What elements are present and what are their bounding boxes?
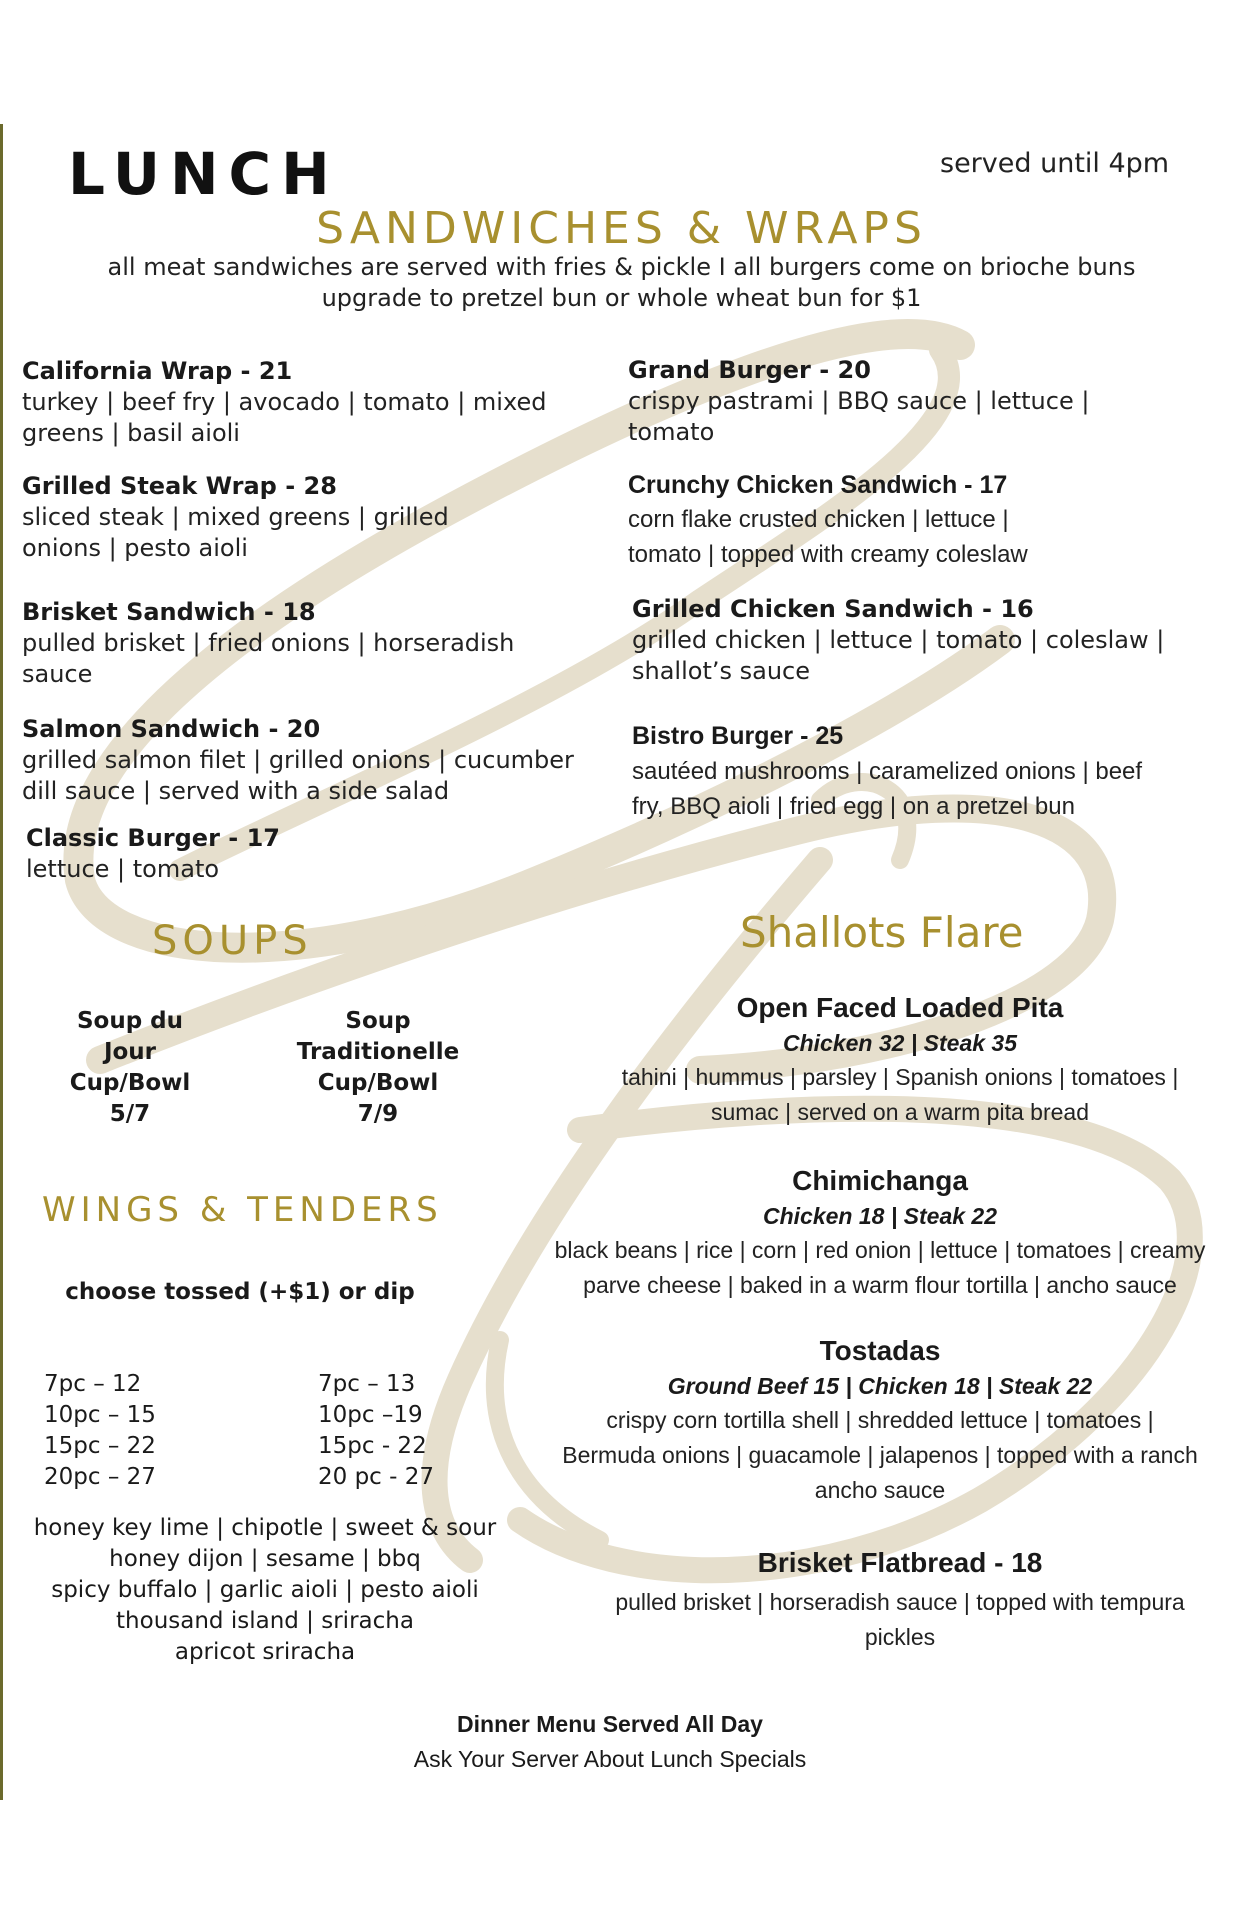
flavor-line: apricot sriracha — [174, 1639, 356, 1665]
flare-item — [540, 990, 1243, 1130]
item-desc: crispy corn tortilla shell | shredded lettuce | tomatoes | — [606, 1407, 1154, 1433]
item-price: Chicken 32 | Steak 35 — [782, 1030, 1017, 1056]
item-name: Brisket Flatbread - 18 — [757, 1547, 1043, 1578]
item-name: Grilled Chicken Sandwich - 16 — [632, 595, 1034, 623]
item-desc: tomato | topped with creamy coleslaw — [628, 541, 1028, 568]
item-name: Brisket Sandwich - 18 — [22, 598, 316, 626]
item-name: Tostadas — [819, 1335, 941, 1366]
wings-choose-note: choose tossed (+$1) or dip — [65, 1279, 415, 1305]
item-desc: greens | basil aioli — [22, 419, 240, 447]
item-name: Open Faced Loaded Pita — [736, 992, 1064, 1023]
soup-line: Jour — [103, 1039, 157, 1065]
item-desc: pulled brisket | horseradish sauce | topped with tempura — [615, 1589, 1185, 1615]
item-desc: onions | pesto aioli — [22, 534, 248, 562]
soup-line: Cup/Bowl — [317, 1070, 439, 1096]
item-name: Grand Burger - 20 — [628, 356, 871, 384]
flavor-line: spicy buffalo | garlic aioli | pesto aioli — [51, 1577, 479, 1603]
flavor-line: honey dijon | sesame | bbq — [109, 1546, 421, 1572]
item-name: California Wrap - 21 — [22, 357, 293, 385]
footer-specials-note: Ask Your Server About Lunch Specials — [413, 1746, 807, 1772]
sandwich-item — [632, 718, 1142, 824]
wing-price: 20pc – 27 — [44, 1464, 156, 1490]
tenders-prices-column — [318, 1369, 434, 1493]
item-desc: shallot’s sauce — [632, 657, 810, 685]
sandwiches-heading: SANDWICHES & WRAPS — [316, 203, 927, 254]
item-desc: tomato — [628, 418, 715, 446]
flavor-line: honey key lime | chipotle | sweet & sour — [33, 1515, 497, 1541]
sandwiches-note-2: upgrade to pretzel bun or whole wheat bun for $1 — [321, 284, 922, 312]
soup-item — [40, 1006, 220, 1130]
item-name: Salmon Sandwich - 20 — [22, 715, 321, 743]
item-desc: lettuce | tomato — [26, 855, 220, 883]
tender-price: 7pc – 13 — [318, 1371, 416, 1397]
soup-line: Soup du — [76, 1008, 184, 1034]
wing-price: 15pc – 22 — [44, 1433, 156, 1459]
item-desc: tahini | hummus | parsley | Spanish onions | tomatoes | — [621, 1064, 1179, 1090]
sandwich-item — [22, 470, 449, 564]
item-desc: sliced steak | mixed greens | grilled — [22, 503, 449, 531]
item-desc: sauce — [22, 660, 93, 688]
served-until: served until 4pm — [940, 148, 1170, 179]
soup-line: Cup/Bowl — [69, 1070, 191, 1096]
sandwich-item — [628, 354, 1089, 448]
item-desc: sautéed mushrooms | caramelized onions | beef — [632, 758, 1143, 785]
tender-price: 20 pc - 27 — [318, 1464, 435, 1490]
item-desc: turkey | beef fry | avocado | tomato | mixed — [22, 388, 547, 416]
tender-price: 15pc - 22 — [318, 1433, 427, 1459]
item-desc: ancho sauce — [814, 1477, 946, 1503]
soup-item — [278, 1006, 478, 1130]
page-title: LUNCH — [68, 140, 340, 208]
wing-flavors — [10, 1513, 520, 1668]
sandwich-item — [22, 596, 514, 690]
sandwich-item — [26, 822, 280, 885]
flare-item — [420, 1333, 1243, 1508]
sandwich-item — [22, 355, 546, 449]
item-desc: crispy pastrami | BBQ sauce | lettuce | — [628, 387, 1090, 415]
sandwich-item — [22, 713, 574, 807]
item-desc: pickles — [864, 1624, 936, 1650]
item-price: Ground Beef 15 | Chicken 18 | Steak 22 — [667, 1373, 1093, 1399]
item-name: Grilled Steak Wrap - 28 — [22, 472, 337, 500]
item-desc: dill sauce | served with a side salad — [22, 777, 450, 805]
item-desc: corn flake crusted chicken | lettuce | — [628, 506, 1009, 533]
item-price: Chicken 18 | Steak 22 — [762, 1203, 997, 1229]
flare-item — [540, 1545, 1243, 1655]
item-name: Bistro Burger - 25 — [632, 722, 844, 750]
item-desc: Bermuda onions | guacamole | jalapenos | topped with a ranch — [562, 1442, 1198, 1468]
tender-price: 10pc –19 — [318, 1402, 423, 1428]
wing-price: 7pc – 12 — [44, 1371, 142, 1397]
soup-line: Soup — [345, 1008, 411, 1034]
item-desc: sumac | served on a warm pita bread — [711, 1099, 1089, 1125]
soup-line: Traditionelle — [296, 1039, 460, 1065]
item-name: Crunchy Chicken Sandwich - 17 — [628, 471, 1008, 499]
sandwich-item — [632, 593, 1164, 687]
flare-item — [400, 1163, 1243, 1303]
soup-price: 7/9 — [357, 1101, 399, 1127]
item-name: Classic Burger - 17 — [26, 824, 280, 852]
item-desc: fry, BBQ aioli | fried egg | on a pretzel bun — [632, 793, 1075, 820]
item-desc: pulled brisket | fried onions | horseradish — [22, 629, 515, 657]
item-desc: grilled salmon filet | grilled onions | cucumber — [22, 746, 574, 774]
sandwiches-note-1: all meat sandwiches are served with fries & pickle I all burgers come on brioche buns — [107, 253, 1136, 281]
wing-price: 10pc – 15 — [44, 1402, 156, 1428]
soups-heading: SOUPS — [152, 918, 313, 964]
sandwich-item — [628, 468, 1028, 572]
footer-dinner-note: Dinner Menu Served All Day — [457, 1711, 763, 1737]
flavor-line: thousand island | sriracha — [116, 1608, 414, 1634]
soup-price: 5/7 — [109, 1101, 151, 1127]
item-desc: parve cheese | baked in a warm flour tortilla | ancho sauce — [583, 1272, 1177, 1298]
wings-prices-column — [44, 1369, 156, 1493]
flare-heading: Shallots Flare — [740, 908, 1024, 957]
left-accent-rule — [0, 124, 3, 1800]
item-desc: grilled chicken | lettuce | tomato | coleslaw | — [632, 626, 1165, 654]
wings-heading: WINGS & TENDERS — [42, 1190, 443, 1230]
item-name: Chimichanga — [792, 1165, 968, 1196]
item-desc: black beans | rice | corn | red onion | lettuce | tomatoes | creamy — [554, 1237, 1206, 1263]
